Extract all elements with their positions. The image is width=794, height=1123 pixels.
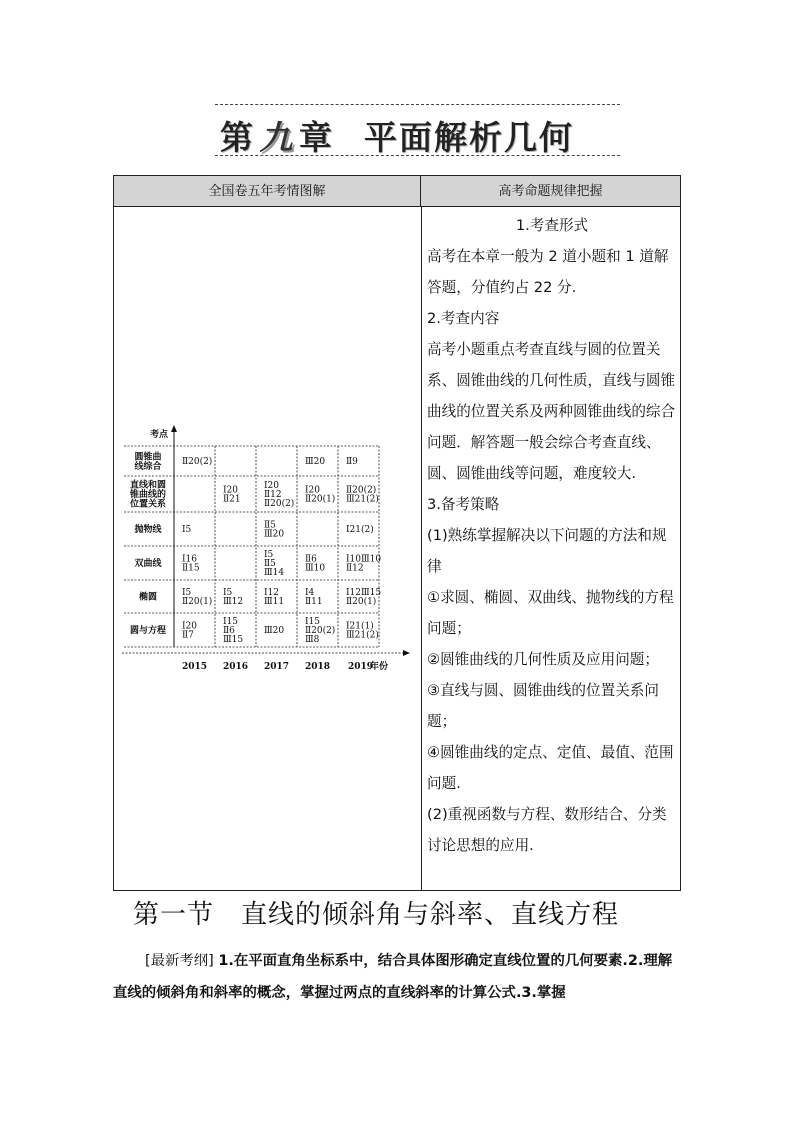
cell-value: Ⅰ5 [182,588,192,598]
topic-label: 抛物线 [134,525,162,535]
topic-label: 直线和圆 [129,480,167,491]
cell-value: Ⅱ5 [264,520,276,531]
right-column-header: 高考命题规律把握 [421,176,680,207]
outline-text: 1.在平面直角坐标系中，结合具体图形确定直线位置的几何要素.2.理解直线的倾斜角和斜率的概念，掌握过两点的直线斜率的计算公式.3.掌握 [113,953,673,1001]
cell-value: Ⅰ5 [264,550,274,560]
cell-value: Ⅱ7 [182,630,194,641]
cell-value: Ⅰ20 [264,481,280,491]
topic-label: 线综合 [134,461,162,472]
topic-label: 椭圆 [138,592,158,603]
cell-value: Ⅱ20(2) [305,626,336,636]
bottom-dotted-rule [215,155,620,156]
cell-value: Ⅰ20 [182,621,198,632]
cell-value: Ⅰ10Ⅲ10 [346,554,382,565]
left-column-header: 全国卷五年考情图解 [114,176,421,207]
cell-value: Ⅲ12 [223,597,244,607]
cell-value: Ⅱ20(1) [182,597,213,607]
cell-value: Ⅱ20(2) [182,457,213,467]
topic-label: 锥曲线的 [129,490,167,500]
cell-value: Ⅱ9 [346,457,358,467]
rules-paragraph: 3.备考策略 [427,496,500,513]
cell-value: Ⅲ11 [264,597,285,607]
cell-value: Ⅲ20 [305,457,326,467]
cell-value: Ⅱ12 [264,490,282,500]
year-tick-label: 2016 [222,662,249,672]
rules-paragraph: (2)重视函数与方程、数形结合、分类讨论思想的应用. [427,806,667,854]
rules-paragraph: 1.考查形式 [515,217,589,234]
year-tick-label: 2015 [181,662,208,672]
cell-value: Ⅰ5 [223,588,233,598]
cell-value: Ⅰ12 [264,588,280,598]
year-tick-label: 2018 [304,662,331,672]
chapter-prefix: 第 [220,118,255,157]
y-axis-label: 考点 [149,430,169,440]
cell-value: Ⅱ12 [346,563,364,574]
cell-value: Ⅱ11 [305,597,323,607]
cell-value: Ⅰ20 [305,485,321,496]
year-tick-label: 2019 [347,662,374,672]
rules-paragraph: 高考在本章一般为 2 道小题和 1 道解答题，分值约占 22 分. [427,248,669,296]
cell-value: Ⅰ20 [223,485,239,496]
column-divider [421,207,422,890]
cell-value: Ⅰ15 [305,617,321,627]
rules-paragraph: 2.考查内容 [427,310,500,327]
top-dotted-rule [215,104,620,105]
cell-value: Ⅱ6 [223,626,235,636]
year-tick-label: 2017 [263,662,290,672]
x-axis-label: 年份 [369,662,389,672]
topic-label: 圆锥曲 [134,452,162,463]
chapter-title [220,112,620,159]
rules-paragraph: ③直线与圆、圆锥曲线的位置关系问题； [427,682,659,730]
topic-label: 圆与方程 [129,626,167,636]
cell-value: Ⅲ21(2) [346,494,379,505]
chapter-name: 平面解析几何 [364,118,574,157]
cell-value: Ⅰ15 [223,617,239,627]
topic-label: 双曲线 [134,559,162,569]
cell-value: Ⅱ20(2) [264,499,295,509]
cell-value: Ⅲ20 [264,626,285,636]
cell-value: Ⅱ20(1) [346,597,377,607]
cell-value: Ⅲ10 [305,563,326,574]
cell-value: Ⅲ21(2) [346,630,379,641]
x-axis-arrow [403,650,410,656]
cell-value: Ⅱ21 [223,494,241,505]
cell-value: Ⅲ14 [264,568,285,578]
exam-overview-table [113,175,681,891]
cell-value: Ⅲ20 [264,529,285,540]
rules-paragraph: 高考小题重点考查直线与圆的位置关系、圆锥曲线的几何性质，直线与圆锥曲线的位置关系及两种圆锥曲线的综合问题．解答题一般会综合考查直线、圆、圆锥曲线等问题，难度较大. [427,341,676,482]
exam-rules-content [427,210,677,861]
cell-value: Ⅱ5 [264,559,276,569]
cell-value: Ⅱ20(1) [305,494,336,505]
rules-paragraph: ②圆锥曲线的几何性质及应用问题； [427,651,659,668]
cell-value: Ⅰ4 [305,588,315,598]
syllabus-outline [113,945,683,1009]
cell-value: Ⅲ8 [305,635,320,645]
cell-value: Ⅰ12Ⅲ15 [346,588,382,598]
chapter-suffix: 章 [299,118,334,157]
y-axis-arrow [171,425,177,432]
cell-value: Ⅲ15 [223,635,244,645]
cell-value: Ⅰ5 [182,525,192,535]
cell-value: Ⅰ21(2) [346,525,374,535]
outline-label: [最新考纲] [145,953,214,969]
cell-value: Ⅰ21(1) [346,621,374,632]
exam-topic-chart [114,416,421,672]
rules-paragraph: ④圆锥曲线的定点、定值、最值、范围问题. [427,744,674,792]
cell-value: Ⅱ6 [305,554,317,565]
chapter-number: 九 [259,118,295,157]
cell-value: Ⅱ20(2) [346,485,377,496]
section-title: 第一节 直线的倾斜角与斜率、直线方程 [133,900,620,930]
cell-value: Ⅰ16 [182,554,198,565]
rules-paragraph: (1)熟练掌握解决以下问题的方法和规律 [427,527,667,575]
cell-value: Ⅱ15 [182,563,200,574]
topic-label: 位置关系 [129,499,167,510]
rules-paragraph: ①求圆、椭圆、双曲线、抛物线的方程问题； [427,589,674,637]
